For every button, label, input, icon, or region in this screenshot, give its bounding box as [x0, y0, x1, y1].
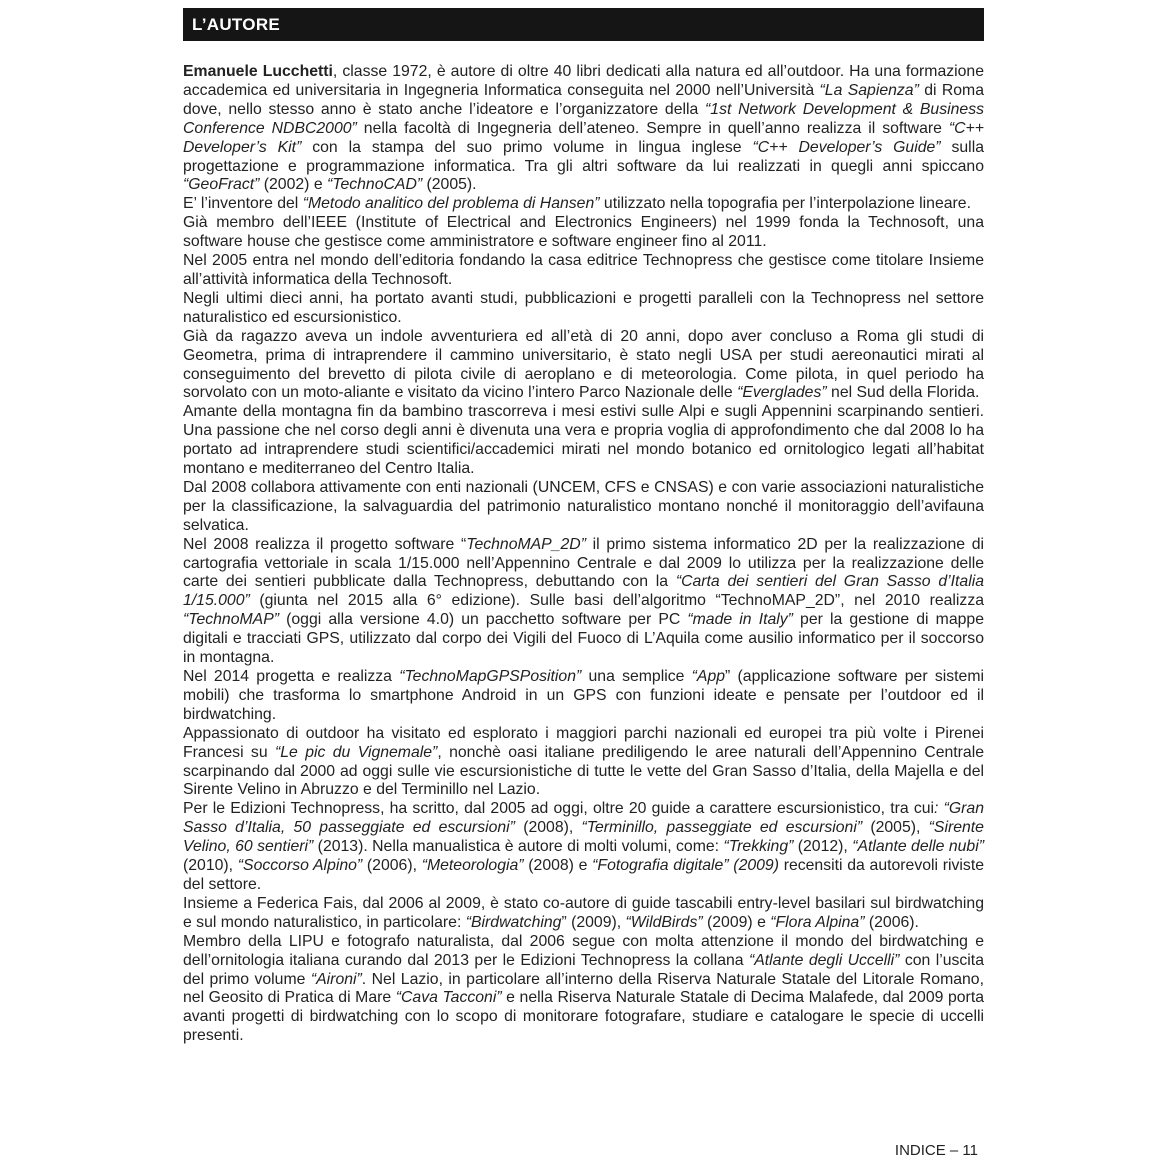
text-segment: (oggi alla versione 4.0) un pacchetto software per PC: [279, 611, 688, 629]
text-segment: “Le pic du Vignemale”: [275, 743, 438, 761]
text-segment: (2005),: [862, 819, 929, 837]
text-segment: Nel 2005 entra nel mondo dell’editoria fondando la casa editrice Technopress che gestisce come titolare Insieme all’attività informatica della Technosoft.: [183, 252, 984, 288]
text-segment: recensiti da autorevoli riviste del settore.: [183, 857, 984, 893]
text-segment: “TechnoCAD”: [327, 176, 423, 194]
text-segment: (2008) e: [523, 857, 593, 875]
text-segment: “Aironi”: [310, 970, 362, 988]
text-segment: Già membro dell’IEEE (Institute of Electrical and Electronics Engineers) nel 1999 fonda la Technosoft, una software house che gestisce come amministratore e software engineer fino al 2011.: [183, 214, 984, 251]
text-segment: E’ l’inventore del: [183, 195, 303, 213]
text-segment: utilizzato nella topografia per l’interpolazione lineare.: [599, 195, 971, 213]
text-segment: “1st Network Development & Business Conference NDBC2000”: [183, 100, 984, 137]
page-footer: [183, 1142, 978, 1159]
text-segment: Nel 2014 progetta e realizza: [183, 668, 400, 685]
text-segment: (2005).: [422, 176, 477, 194]
bio-paragraph-14: [183, 933, 984, 1046]
text-segment: (2008),: [514, 819, 582, 837]
text-segment: “Terminillo, passeggiate ed escursioni”: [581, 819, 863, 837]
bio-paragraph-3: [183, 214, 984, 252]
text-segment: Nel 2008 realizza il progetto software “: [183, 535, 467, 553]
text-segment: (2012),: [793, 838, 853, 856]
page-title: L’AUTORE: [192, 14, 281, 34]
text-segment: Emanuele Lucchetti: [183, 63, 333, 80]
text-segment: “Metodo analitico del problema di Hansen”: [302, 195, 600, 213]
bio-paragraph-10: [183, 668, 984, 725]
text-segment: Insieme a Federica Fais, dal 2006 al 2009, è stato co-autore di guide tascabili entry-level basilari sul birdwatching e sul mondo naturalistico, in particolare:: [183, 894, 984, 931]
text-segment: (2006),: [362, 857, 422, 875]
section-header-bar: [183, 8, 984, 41]
text-segment: Per le Edizioni Technopress, ha scritto, dal 2005 ad oggi, oltre 20 guide a carattere escursionistico, tra cui: [183, 800, 935, 818]
text-segment: sulla progettazione e programmazione informatica. Tra gli altri software da lui realizzati in quegli anni spiccano: [183, 138, 984, 175]
text-segment: “TechnoMapGPSPosition”: [399, 668, 582, 685]
text-segment: (2013). Nella manualistica è autore di molti volumi, come:: [313, 838, 724, 856]
text-segment: (2009) e: [702, 913, 771, 931]
text-segment: “Everglades”: [737, 384, 827, 402]
text-segment: per la gestione di mappe digitali e tracciati GPS, utilizzato dal corpo dei Vigili del Fuoco di L’Aquila come ausilio informatico per il soccorso in montagna.: [183, 611, 984, 667]
text-segment: “Meteorologia”: [421, 857, 524, 875]
text-segment: “Fotografia digitale” (2009): [592, 857, 779, 875]
text-segment: (2002) e: [259, 176, 327, 194]
text-segment: TechnoMAP_2D”: [466, 535, 586, 553]
text-segment: ” (2009),: [561, 913, 626, 931]
text-segment: (2006).: [864, 913, 919, 931]
bio-paragraph-11: [183, 725, 984, 801]
text-segment: “Flora Alpina”: [770, 913, 865, 931]
text-segment: , nonchè oasi italiane prediligendo le aree naturali dell’Appennino Centrale scarpinando dal 2000 ad oggi sulle vie escursionistiche di tutte le vette del Gran Sasso d’Italia, della Majella e del Sirente Velino in Abruzzo e del Terminillo nel Lazio.: [183, 743, 984, 799]
text-segment: “TechnoMAP”: [183, 611, 279, 629]
bio-paragraph-6: [183, 328, 984, 404]
text-segment: “Gran Sasso d’Italia, 50 passeggiate ed escursioni”: [183, 800, 985, 837]
text-segment: “Birdwatching: [465, 913, 562, 931]
bio-paragraph-9: [183, 536, 984, 668]
text-segment: “Trekking”: [723, 838, 794, 856]
index-page-indicator: INDICE – 11: [894, 1142, 978, 1159]
bio-paragraph-7: [183, 403, 984, 479]
text-segment: “C++ Developer’s Guide”: [752, 138, 941, 156]
text-segment: Membro della LIPU e fotografo naturalista, dal 2006 segue con molta attenzione il mondo del birdwatching e dell’ornitologia italiana curando dal 2013 per le Edizioni Technopress la collana: [183, 932, 984, 969]
text-segment: “Atlante degli Uccelli”: [748, 951, 900, 969]
text-segment: nella facoltà di Ingegneria dell’ateneo. Sempre in quell’anno realizza il software: [356, 119, 949, 137]
text-segment: con la stampa del suo primo volume in lingua inglese: [301, 138, 753, 156]
bio-paragraph-13: [183, 895, 984, 933]
text-segment: Appassionato di outdoor ha visitato ed esplorato i maggiori parchi nazionali ed europei tra più volte i Pirenei Francesi su: [183, 724, 984, 761]
bio-paragraph-8: [183, 479, 984, 536]
text-segment: con l’uscita del primo volume: [183, 951, 984, 988]
bio-paragraph-4: [183, 252, 984, 290]
text-segment: una semplice: [581, 668, 692, 685]
author-bio: [183, 63, 984, 1046]
text-segment: (giunta nel 2015 alla 6° edizione). Sulle basi dell’algoritmo “TechnoMAP_2D”, nel 2010 realizza: [249, 592, 984, 610]
text-segment: , classe 1972, è autore di oltre 40 libri dedicati alla natura ed all’outdoor. Ha una formazione accademica ed universitaria in Ingegneria Informatica conseguita nel 2000 nell’Università: [183, 63, 985, 99]
text-segment: Amante della montagna fin da bambino trascorreva i mesi estivi sulle Alpi e sugli Appennini scarpinando sentieri. Una passione che nel corso degli anni è divenuta una vera e propria voglia di approfondimento che dal 2008 lo ha portato ad intraprendere studi scientifici/accademici mirati nel mondo botanico ed ornitologico legati all’habitat montano e mediterraneo del Centro Italia.: [183, 403, 984, 478]
bio-paragraph-5: [183, 290, 984, 328]
text-segment: “C++ Developer’s Kit”: [183, 119, 984, 156]
text-segment: “made in Italy”: [687, 611, 793, 629]
text-segment: “Carta dei sentieri del Gran Sasso d’Italia 1/15.000”: [183, 573, 984, 610]
text-segment: e nella Riserva Naturale Statale di Decima Malafede, dal 2009 porta avanti progetti di birdwatching con lo scopo di monitorare fotografare, studiare e catalogare le specie di uccelli presenti.: [183, 989, 984, 1045]
bio-paragraph-12: [183, 800, 984, 895]
text-segment: “La Sapienza”: [819, 81, 919, 99]
text-segment: . Nel Lazio, in particolare all’interno della Riserva Naturale Statale del Litorale Romano, nel Geosito di Pratica di Mare: [183, 970, 984, 1007]
text-segment: “WildBirds”: [625, 913, 703, 931]
text-segment: di Roma dove, nello stesso anno è stato anche l’ideatore e l’organizzatore della: [183, 81, 984, 118]
bio-paragraph-1: [183, 63, 984, 195]
text-segment: “Sirente Velino, 60 sentieri”: [183, 819, 984, 856]
text-segment: ” (applicazione software per sistemi mobili) che trasforma lo smartphone Android in un GPS con funzioni ideate e pensate per l’outdoor ed il birdwatching.: [183, 668, 984, 723]
bio-paragraph-2: [183, 195, 984, 214]
text-segment: “Atlante delle nubi”: [852, 838, 984, 856]
text-segment: Negli ultimi dieci anni, ha portato avanti studi, pubblicazioni e progetti paralleli con la Technopress nel settore naturalistico ed escursionistico.: [183, 289, 984, 326]
text-segment: “Cava Tacconi”: [395, 989, 502, 1007]
text-segment: Dal 2008 collabora attivamente con enti nazionali (UNCEM, CFS e CNSAS) e con varie associazioni naturalistiche per la classificazione, la salvaguardia del patrimonio naturalistico montano nonché il monitoraggio dell’avifauna selvatica.: [183, 478, 984, 534]
text-segment: :: [934, 800, 939, 818]
text-segment: Già da ragazzo aveva un indole avventuriera ed all’età di 20 anni, dopo aver concluso a Roma gli studi di Geometra, prima di intraprendere il cammino universitario, è stato negli USA per studi aereonautici mirati al conseguimento del brevetto di pilota civile di aeroplano e di meteorologia. Come pilota, in quel periodo ha sorvolato con un moto-aliante e visitato da vicino l’intero Parco Nazionale delle: [183, 327, 984, 402]
text-segment: “GeoFract”: [183, 176, 260, 194]
text-segment: “App: [691, 668, 726, 685]
text-segment: “Soccorso Alpino”: [237, 857, 363, 875]
text-segment: (2010),: [183, 857, 238, 875]
text-segment: il primo sistema informatico 2D per la realizzazione di cartografia vettoriale in scala 1/15.000 nell’Appennino Centrale e dal 2009 lo utilizza per la realizzazione delle carte dei sentieri pubblicate dalla Technopress, debuttando con la: [183, 535, 985, 591]
text-segment: nel Sud della Florida.: [826, 384, 980, 402]
